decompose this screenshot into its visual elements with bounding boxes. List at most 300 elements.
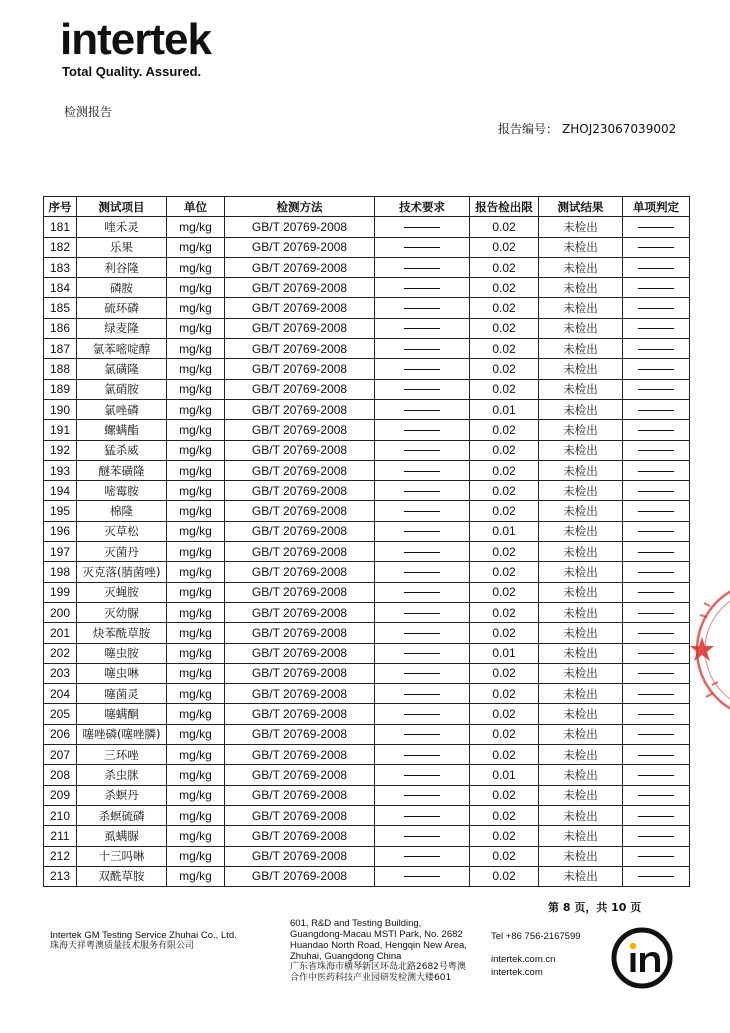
cell-lod: 0.02 <box>470 359 539 379</box>
cell-no: 207 <box>44 745 77 765</box>
cell-method: GB/T 20769-2008 <box>225 521 375 541</box>
cell-requirement <box>375 257 470 277</box>
dash-mark <box>638 653 674 654</box>
cell-result: 未检出 <box>539 866 623 886</box>
cell-no: 184 <box>44 278 77 298</box>
table-row <box>44 623 690 643</box>
cell-verdict <box>623 623 690 643</box>
cell-requirement <box>375 846 470 866</box>
cell-method: GB/T 20769-2008 <box>225 643 375 663</box>
dash-mark <box>404 592 440 593</box>
cell-no: 186 <box>44 318 77 338</box>
cell-item: 喹禾灵 <box>77 217 167 237</box>
dash-mark <box>638 430 674 431</box>
cell-no: 196 <box>44 521 77 541</box>
cell-method: GB/T 20769-2008 <box>225 602 375 622</box>
cell-unit: mg/kg <box>167 521 225 541</box>
dash-mark <box>638 613 674 614</box>
report-number-value: ZHOJ23067039002 <box>562 122 677 136</box>
cell-no: 209 <box>44 785 77 805</box>
dash-mark <box>638 836 674 837</box>
cell-verdict <box>623 420 690 440</box>
intertek-in-icon <box>610 926 674 990</box>
dash-mark <box>404 613 440 614</box>
cell-unit: mg/kg <box>167 745 225 765</box>
dash-mark <box>404 552 440 553</box>
dash-mark <box>404 633 440 634</box>
cell-unit: mg/kg <box>167 826 225 846</box>
col-header-result: 测试结果 <box>539 197 623 217</box>
cell-requirement <box>375 440 470 460</box>
address-line: Zhuhai, Guangdong China <box>290 951 402 962</box>
cell-item: 虱螨脲 <box>77 826 167 846</box>
table-row <box>44 826 690 846</box>
cell-unit: mg/kg <box>167 460 225 480</box>
dash-mark <box>638 511 674 512</box>
cell-requirement <box>375 602 470 622</box>
table-row <box>44 257 690 277</box>
cell-requirement <box>375 745 470 765</box>
cell-lod: 0.02 <box>470 542 539 562</box>
col-header-requirement: 技术要求 <box>375 197 470 217</box>
cell-no: 211 <box>44 826 77 846</box>
cell-requirement <box>375 359 470 379</box>
dash-mark <box>638 694 674 695</box>
cell-item: 噻菌灵 <box>77 684 167 704</box>
cell-unit: mg/kg <box>167 643 225 663</box>
dash-mark <box>404 714 440 715</box>
cell-no: 190 <box>44 399 77 419</box>
cell-requirement <box>375 501 470 521</box>
dash-mark <box>404 694 440 695</box>
cell-verdict <box>623 846 690 866</box>
cell-lod: 0.01 <box>470 643 539 663</box>
cell-lod: 0.02 <box>470 318 539 338</box>
dash-mark <box>638 592 674 593</box>
dash-mark <box>638 471 674 472</box>
table-row <box>44 278 690 298</box>
cell-unit: mg/kg <box>167 278 225 298</box>
cell-requirement <box>375 278 470 298</box>
col-header-item: 测试项目 <box>77 197 167 217</box>
results-table <box>43 196 690 887</box>
table-row <box>44 805 690 825</box>
cell-requirement <box>375 826 470 846</box>
table-body <box>44 217 690 887</box>
cell-no: 191 <box>44 420 77 440</box>
table-row <box>44 866 690 886</box>
dash-mark <box>404 836 440 837</box>
cell-result: 未检出 <box>539 420 623 440</box>
dash-mark <box>638 247 674 248</box>
footer-company <box>50 930 237 952</box>
cell-method: GB/T 20769-2008 <box>225 684 375 704</box>
cell-unit: mg/kg <box>167 298 225 318</box>
cell-item: 猛杀威 <box>77 440 167 460</box>
cell-lod: 0.02 <box>470 420 539 440</box>
cell-verdict <box>623 724 690 744</box>
cell-verdict <box>623 805 690 825</box>
cell-lod: 0.02 <box>470 298 539 318</box>
cell-item: 噻虫胺 <box>77 643 167 663</box>
cell-unit: mg/kg <box>167 562 225 582</box>
cell-method: GB/T 20769-2008 <box>225 298 375 318</box>
cell-item: 利谷隆 <box>77 257 167 277</box>
cell-method: GB/T 20769-2008 <box>225 765 375 785</box>
cell-no: 195 <box>44 501 77 521</box>
cell-verdict <box>623 278 690 298</box>
dash-mark <box>638 531 674 532</box>
cell-unit: mg/kg <box>167 602 225 622</box>
dash-mark <box>638 450 674 451</box>
table-row <box>44 460 690 480</box>
dash-mark <box>638 633 674 634</box>
dash-mark <box>638 410 674 411</box>
cell-unit: mg/kg <box>167 501 225 521</box>
cell-result: 未检出 <box>539 745 623 765</box>
cell-lod: 0.02 <box>470 339 539 359</box>
cell-lod: 0.02 <box>470 582 539 602</box>
cell-verdict <box>623 298 690 318</box>
cell-no: 199 <box>44 582 77 602</box>
cell-method: GB/T 20769-2008 <box>225 826 375 846</box>
cell-requirement <box>375 623 470 643</box>
cell-result: 未检出 <box>539 663 623 683</box>
cell-unit: mg/kg <box>167 846 225 866</box>
dash-mark <box>638 389 674 390</box>
cell-no: 198 <box>44 562 77 582</box>
dash-mark <box>404 369 440 370</box>
dash-mark <box>638 552 674 553</box>
dash-mark <box>404 268 440 269</box>
cell-lod: 0.02 <box>470 866 539 886</box>
cell-item: 绿麦隆 <box>77 318 167 338</box>
cell-requirement <box>375 765 470 785</box>
table-header-row <box>44 197 690 217</box>
cell-no: 192 <box>44 440 77 460</box>
cell-unit: mg/kg <box>167 866 225 886</box>
dash-mark <box>404 531 440 532</box>
dash-mark <box>404 673 440 674</box>
cell-unit: mg/kg <box>167 420 225 440</box>
dash-mark <box>638 572 674 573</box>
table-row <box>44 217 690 237</box>
cell-verdict <box>623 257 690 277</box>
cell-lod: 0.02 <box>470 623 539 643</box>
address-line: 601, R&D and Testing Building, <box>290 918 422 929</box>
cell-requirement <box>375 339 470 359</box>
cell-method: GB/T 20769-2008 <box>225 278 375 298</box>
table-row <box>44 582 690 602</box>
cell-no: 181 <box>44 217 77 237</box>
cell-lod: 0.02 <box>470 805 539 825</box>
cell-requirement <box>375 805 470 825</box>
table-row <box>44 359 690 379</box>
table-row <box>44 846 690 866</box>
dash-mark <box>404 227 440 228</box>
cell-item: 噻唑磷(噻唑膦) <box>77 724 167 744</box>
cell-requirement <box>375 217 470 237</box>
cell-lod: 0.02 <box>470 663 539 683</box>
dash-mark <box>404 389 440 390</box>
cell-result: 未检出 <box>539 542 623 562</box>
cell-item: 氯唑磷 <box>77 399 167 419</box>
dash-mark <box>638 775 674 776</box>
cell-requirement <box>375 298 470 318</box>
cell-result: 未检出 <box>539 785 623 805</box>
cell-method: GB/T 20769-2008 <box>225 846 375 866</box>
cell-no: 204 <box>44 684 77 704</box>
cell-verdict <box>623 318 690 338</box>
cell-method: GB/T 20769-2008 <box>225 785 375 805</box>
cell-no: 201 <box>44 623 77 643</box>
cell-verdict <box>623 643 690 663</box>
company-name-cn: 珠海天祥粤澳质量技术服务有限公司 <box>50 941 195 951</box>
cell-no: 183 <box>44 257 77 277</box>
dash-mark <box>404 308 440 309</box>
dash-mark <box>404 247 440 248</box>
cell-verdict <box>623 521 690 541</box>
table-row <box>44 542 690 562</box>
cell-unit: mg/kg <box>167 440 225 460</box>
cell-method: GB/T 20769-2008 <box>225 724 375 744</box>
cell-lod: 0.02 <box>470 724 539 744</box>
cell-unit: mg/kg <box>167 217 225 237</box>
dash-mark <box>638 268 674 269</box>
cell-no: 208 <box>44 765 77 785</box>
cell-result: 未检出 <box>539 684 623 704</box>
cell-lod: 0.02 <box>470 481 539 501</box>
cell-item: 硫环磷 <box>77 298 167 318</box>
table-row <box>44 399 690 419</box>
table-row <box>44 379 690 399</box>
cell-method: GB/T 20769-2008 <box>225 745 375 765</box>
cell-method: GB/T 20769-2008 <box>225 501 375 521</box>
cell-unit: mg/kg <box>167 481 225 501</box>
dash-mark <box>404 471 440 472</box>
cell-result: 未检出 <box>539 623 623 643</box>
dash-mark <box>638 227 674 228</box>
table-row <box>44 643 690 663</box>
col-header-lod: 报告检出限 <box>470 197 539 217</box>
table-row <box>44 602 690 622</box>
col-header-no: 序号 <box>44 197 77 217</box>
table-row <box>44 237 690 257</box>
cell-result: 未检出 <box>539 826 623 846</box>
col-header-unit: 单位 <box>167 197 225 217</box>
cell-requirement <box>375 724 470 744</box>
website-cn-link[interactable]: intertek.com.cn <box>491 954 556 965</box>
table-row <box>44 298 690 318</box>
cell-no: 197 <box>44 542 77 562</box>
cell-method: GB/T 20769-2008 <box>225 866 375 886</box>
cell-item: 灭草松 <box>77 521 167 541</box>
dash-mark <box>638 328 674 329</box>
cell-lod: 0.01 <box>470 765 539 785</box>
table-row <box>44 745 690 765</box>
cell-result: 未检出 <box>539 278 623 298</box>
cell-result: 未检出 <box>539 399 623 419</box>
cell-unit: mg/kg <box>167 663 225 683</box>
cell-lod: 0.01 <box>470 521 539 541</box>
table-row <box>44 684 690 704</box>
dash-mark <box>404 816 440 817</box>
cell-item: 磷胺 <box>77 278 167 298</box>
cell-unit: mg/kg <box>167 379 225 399</box>
cell-result: 未检出 <box>539 724 623 744</box>
cell-lod: 0.02 <box>470 602 539 622</box>
footer-address <box>290 918 467 984</box>
cell-no: 194 <box>44 481 77 501</box>
cell-verdict <box>623 339 690 359</box>
cell-method: GB/T 20769-2008 <box>225 237 375 257</box>
cell-requirement <box>375 379 470 399</box>
cell-verdict <box>623 704 690 724</box>
cell-verdict <box>623 745 690 765</box>
website-link[interactable]: intertek.com <box>491 967 543 978</box>
cell-method: GB/T 20769-2008 <box>225 663 375 683</box>
telephone: Tel +86 756-2167599 <box>491 931 581 942</box>
cell-no: 193 <box>44 460 77 480</box>
dash-mark <box>404 430 440 431</box>
cell-item: 噻虫啉 <box>77 663 167 683</box>
table-row <box>44 785 690 805</box>
cell-lod: 0.02 <box>470 562 539 582</box>
cell-verdict <box>623 542 690 562</box>
dash-mark <box>404 795 440 796</box>
cell-no: 200 <box>44 602 77 622</box>
cell-result: 未检出 <box>539 379 623 399</box>
table-row <box>44 440 690 460</box>
dash-mark <box>404 328 440 329</box>
cell-verdict <box>623 663 690 683</box>
cell-result: 未检出 <box>539 298 623 318</box>
cell-item: 醚苯磺隆 <box>77 460 167 480</box>
cell-result: 未检出 <box>539 501 623 521</box>
cell-item: 灭蝇胺 <box>77 582 167 602</box>
cell-result: 未检出 <box>539 339 623 359</box>
cell-result: 未检出 <box>539 257 623 277</box>
table-row <box>44 724 690 744</box>
cell-item: 噻螨酮 <box>77 704 167 724</box>
cell-result: 未检出 <box>539 562 623 582</box>
table-row <box>44 704 690 724</box>
cell-method: GB/T 20769-2008 <box>225 481 375 501</box>
cell-result: 未检出 <box>539 704 623 724</box>
dash-mark <box>404 288 440 289</box>
col-header-method: 检测方法 <box>225 197 375 217</box>
cell-requirement <box>375 481 470 501</box>
cell-result: 未检出 <box>539 846 623 866</box>
document-type: 检测报告 <box>64 105 113 119</box>
cell-verdict <box>623 582 690 602</box>
cell-item: 炔苯酰草胺 <box>77 623 167 643</box>
report-number-label: 报告编号： <box>498 122 559 136</box>
dash-mark <box>404 775 440 776</box>
cell-method: GB/T 20769-2008 <box>225 217 375 237</box>
dash-mark <box>404 755 440 756</box>
cell-verdict <box>623 440 690 460</box>
cell-lod: 0.02 <box>470 785 539 805</box>
dash-mark <box>638 369 674 370</box>
cell-lod: 0.02 <box>470 257 539 277</box>
cell-result: 未检出 <box>539 359 623 379</box>
cell-requirement <box>375 684 470 704</box>
cell-no: 205 <box>44 704 77 724</box>
cell-verdict <box>623 684 690 704</box>
cell-unit: mg/kg <box>167 805 225 825</box>
cell-no: 203 <box>44 663 77 683</box>
cell-lod: 0.02 <box>470 501 539 521</box>
cell-item: 杀虫脒 <box>77 765 167 785</box>
cell-method: GB/T 20769-2008 <box>225 704 375 724</box>
dash-mark <box>638 349 674 350</box>
cell-lod: 0.02 <box>470 278 539 298</box>
cell-lod: 0.02 <box>470 379 539 399</box>
cell-verdict <box>623 501 690 521</box>
cell-item: 氯磺隆 <box>77 359 167 379</box>
intertek-logo <box>60 14 211 79</box>
dash-mark <box>638 856 674 857</box>
cell-unit: mg/kg <box>167 339 225 359</box>
table-row <box>44 420 690 440</box>
col-header-verdict: 单项判定 <box>623 197 690 217</box>
cell-unit: mg/kg <box>167 359 225 379</box>
cell-result: 未检出 <box>539 217 623 237</box>
cell-lod: 0.02 <box>470 440 539 460</box>
cell-no: 187 <box>44 339 77 359</box>
cell-result: 未检出 <box>539 805 623 825</box>
cell-unit: mg/kg <box>167 318 225 338</box>
dash-mark <box>638 876 674 877</box>
cell-no: 189 <box>44 379 77 399</box>
cell-no: 213 <box>44 866 77 886</box>
cell-no: 182 <box>44 237 77 257</box>
table-row <box>44 562 690 582</box>
cell-method: GB/T 20769-2008 <box>225 440 375 460</box>
cell-requirement <box>375 582 470 602</box>
table-row <box>44 501 690 521</box>
cell-item: 双酰草胺 <box>77 866 167 886</box>
cell-result: 未检出 <box>539 318 623 338</box>
cell-result: 未检出 <box>539 237 623 257</box>
cell-method: GB/T 20769-2008 <box>225 562 375 582</box>
cell-no: 212 <box>44 846 77 866</box>
cell-verdict <box>623 217 690 237</box>
dash-mark <box>638 288 674 289</box>
cell-lod: 0.02 <box>470 217 539 237</box>
cell-item: 棉隆 <box>77 501 167 521</box>
cell-item: 嘧霉胺 <box>77 481 167 501</box>
cell-verdict <box>623 399 690 419</box>
cell-unit: mg/kg <box>167 704 225 724</box>
cell-unit: mg/kg <box>167 582 225 602</box>
cell-method: GB/T 20769-2008 <box>225 805 375 825</box>
cell-method: GB/T 20769-2008 <box>225 420 375 440</box>
dash-mark <box>638 734 674 735</box>
dash-mark <box>404 450 440 451</box>
cell-verdict <box>623 866 690 886</box>
table-row <box>44 765 690 785</box>
cell-requirement <box>375 399 470 419</box>
cell-requirement <box>375 237 470 257</box>
cell-requirement <box>375 420 470 440</box>
cell-unit: mg/kg <box>167 237 225 257</box>
cell-method: GB/T 20769-2008 <box>225 542 375 562</box>
cell-no: 210 <box>44 805 77 825</box>
cell-lod: 0.02 <box>470 237 539 257</box>
cell-requirement <box>375 663 470 683</box>
